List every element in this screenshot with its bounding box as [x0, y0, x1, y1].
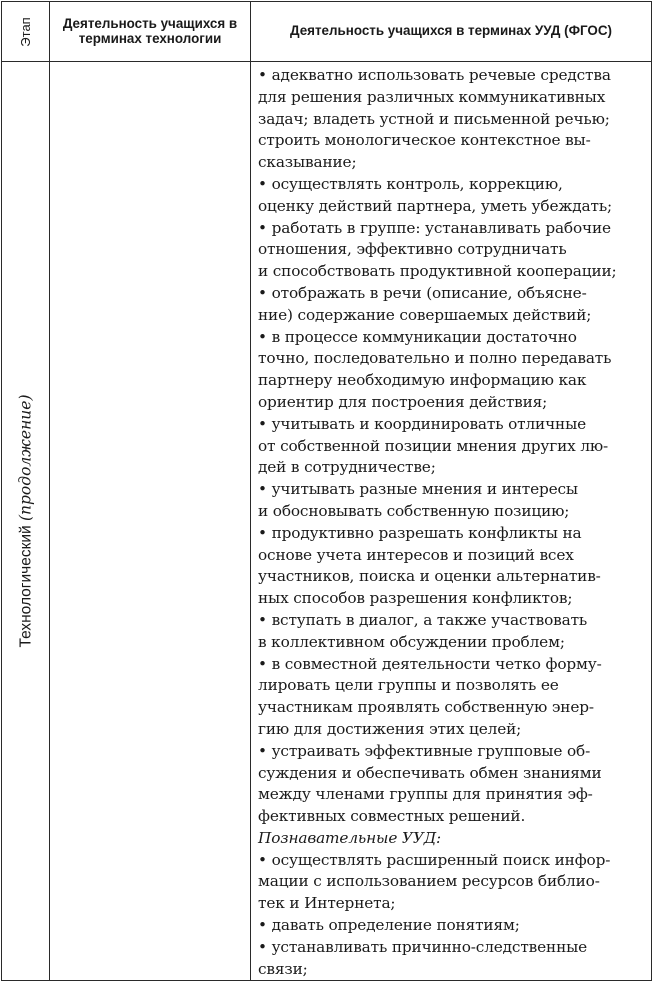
text-line: фективных совместных решений.: [258, 807, 526, 826]
stage-label: [16, 395, 35, 648]
text-line: • в совместной деятельности четко форму-: [258, 654, 602, 673]
activity-table: [1, 1, 652, 981]
stage-name: Технологический: [17, 525, 34, 648]
text-line: участников, поиска и оценки альтернатив-: [258, 567, 601, 586]
stage-note: (продолжение): [16, 394, 34, 522]
text-line: • давать определение понятиям;: [258, 916, 520, 935]
text-line: в коллективном обсуждении проблем;: [258, 632, 565, 651]
stage-cell: [2, 62, 50, 981]
text-line: • осуществлять расширенный поиск инфор-: [258, 850, 611, 869]
text-line: • продуктивно разрешать конфликты на: [258, 523, 582, 542]
text-line: точно, последовательно и полно передавать: [258, 349, 612, 368]
text-line: • в процессе коммуникации достаточно: [258, 327, 577, 346]
header-stage: [2, 2, 50, 62]
text-line: • учитывать разные мнения и интересы: [258, 480, 578, 499]
table-row: [2, 62, 652, 981]
technology-cell: [50, 62, 251, 981]
text-line: • работать в группе: устанавливать рабочие: [258, 218, 611, 237]
text-line: ние) содержание совершаемых действий;: [258, 305, 592, 324]
text-line: от собственной позиции мнения других лю-: [258, 436, 609, 455]
text-line: • учитывать и координировать отличные: [258, 414, 587, 433]
text-line: • устраивать эффективные групповые об-: [258, 741, 591, 760]
text-line: лировать цели группы и позволять ее: [258, 676, 559, 695]
text-line: суждения и обеспечивать обмен знаниями: [258, 763, 602, 782]
text-line: • устанавливать причинно-следственные: [258, 937, 588, 956]
uud-text: [251, 62, 651, 980]
text-line: сказывание;: [258, 153, 357, 172]
table-header-row: [2, 2, 652, 62]
uud-cell: [251, 62, 652, 981]
text-line: • вступать в диалог, а также участвовать: [258, 610, 588, 629]
text-line: и способствовать продуктивной кооперации;: [258, 262, 617, 281]
text-line: и обосновывать собственную позицию;: [258, 501, 570, 520]
text-line: строить монологическое контекстное вы-: [258, 131, 591, 150]
text-line: • адекватно использовать речевые средства: [258, 66, 611, 84]
text-line: участникам проявлять собственную энер-: [258, 698, 594, 717]
text-line: тек и Интернета;: [258, 894, 396, 913]
text-line: ных способов разрешения конфликтов;: [258, 589, 573, 608]
text-line: • отображать в речи (описание, объясне-: [258, 283, 587, 302]
text-line: задач; владеть устной и письменной речью;: [258, 109, 610, 128]
text-line: • осуществлять контроль, коррекцию,: [258, 174, 563, 193]
text-line: отношения, эффективно сотрудничать: [258, 240, 567, 259]
header-uud: Деятельность учащихся в терминах УУД (ФГОС): [251, 2, 652, 62]
text-line: для решения различных коммуникативных: [258, 87, 606, 106]
text-line: Познавательные УУД:: [258, 828, 442, 847]
text-line: гию для достижения этих целей;: [258, 719, 522, 738]
text-line: основе учета интересов и позиций всех: [258, 545, 574, 564]
text-line: ориентир для построения действия;: [258, 392, 548, 411]
header-stage-label: Этап: [17, 16, 33, 47]
text-line: оценку действий партнера, уметь убеждать;: [258, 196, 613, 215]
text-line: партнеру необходимую информацию как: [258, 371, 587, 390]
text-line: между членами группы для принятия эф-: [258, 785, 593, 804]
text-line: мации с использованием ресурсов библио-: [258, 872, 600, 891]
header-technology: Деятельность учащихся в терминах технологии: [50, 2, 251, 62]
text-line: дей в сотрудничестве;: [258, 458, 436, 477]
text-line: связи;: [258, 959, 308, 978]
